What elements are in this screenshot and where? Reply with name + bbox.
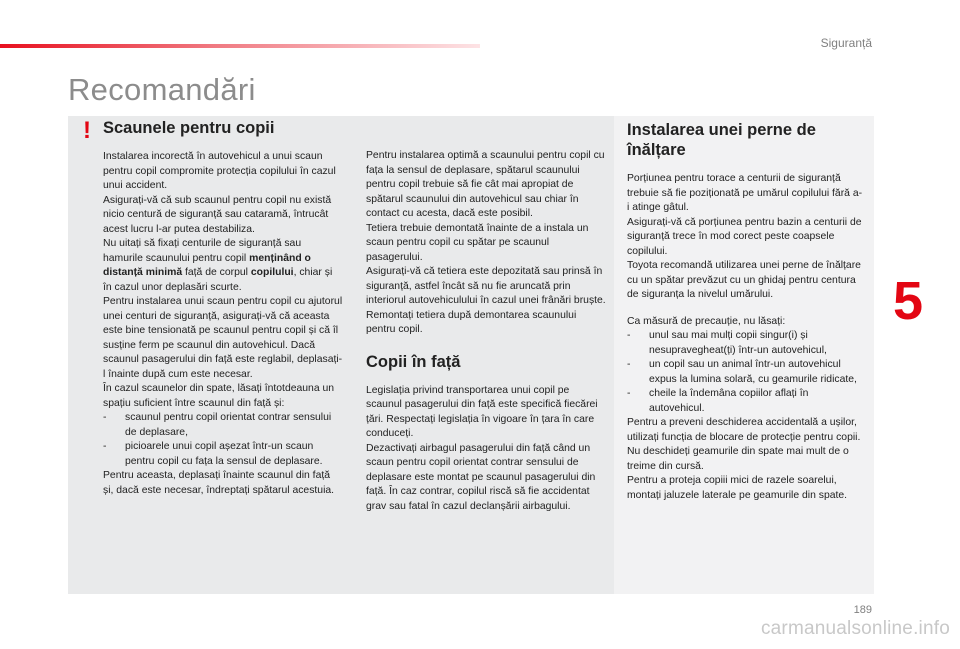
page-title: Recomandări — [68, 72, 256, 107]
paragraph: Instalarea incorectă în autovehicul a unui scaun pentru copil compromite protecția copilului în cazul unui accident. — [103, 151, 336, 191]
chapter-number: 5 — [893, 271, 924, 331]
list-item: - picioarele unui copil așezat într-un scaun pentru copil cu fața la sensul de deplasare. — [103, 441, 323, 467]
paragraph: Pentru aceasta, deplasați înainte scaunul din față și, dacă este necesar, îndreptați spătarul acestuia. — [103, 470, 335, 496]
paragraph: Nu uitați să fixați centurile de siguranță sau hamurile scaunului pentru copil menținând o distanță minimă față de corpul copilului, chiar și în cazul unor deplasări scurte. — [103, 238, 333, 293]
column-child-seats-continued — [366, 149, 606, 514]
paragraph: Toyota recomandă utilizarea unei perne de înălțare cu un spătar prevăzut cu un ghidaj pentru centura de siguranța la nivelul umărului. — [627, 260, 861, 300]
list-item: - scaunul pentru copil orientat contrar sensului de deplasare, — [103, 412, 332, 438]
paragraph: Asigurați-vă că tetiera este depozitată sau prinsă în siguranță, astfel încât să nu fie aruncată prin interiorul autovehiculului în cazul unei frânări bruște. — [366, 266, 606, 306]
paragraph: Pentru instalarea optimă a scaunului pentru copil cu fața la sensul de deplasare, spătarul scaunului pentru copil trebuie să fie cât mai apropiat de spătarul scaunului din autovehicul sau chiar în contact cu acesta, dacă este posibil. — [366, 150, 605, 219]
paragraph: Asigurați-vă că sub scaunul pentru copil nu există nicio centură de siguranță sau cataramă, întrucât acest lucru l-ar putea destabiliza. — [103, 194, 332, 235]
section-heading-front-children: Copii în față — [366, 352, 461, 371]
paragraph: Pentru a preveni deschiderea accidentală a ușilor, utilizați funcția de blocare de protecție pentru copii. — [627, 417, 861, 443]
paragraph: În cazul scaunelor din spate, lăsați întotdeauna un spațiu suficient între scaunul din față și: — [103, 383, 335, 409]
paragraph: Tetiera trebuie demontată înainte de a instala un scaun pentru copil cu spătar pe scaunul pasagerului. — [366, 222, 589, 263]
column-body — [627, 172, 863, 503]
section-heading-child-seats: Scaunele pentru copii — [103, 119, 275, 137]
watermark: carmanualsonline.info — [760, 618, 950, 639]
list-item: - cheile la îndemâna copiilor aflați în autovehicul. — [627, 388, 809, 414]
paragraph: Pentru instalarea unui scaun pentru copil cu ajutorul unei centuri de siguranță, asigurați-vă că aceasta este bine tensionată pe scaunul pentru copil și că îl susține ferm pe scaunul din autovehicul. Dacă scaunul pasagerului din față este reglabil, deplasați-l înainte după cum este necesar. — [103, 296, 343, 380]
paragraph: Dezactivați airbagul pasagerului din față când un scaun pentru copil orientat contrar sensului de deplasare este montat pe scaunul pasagerului din față. În caz contrar, copilul riscă să fie accidentat grav sau fatal în cazul declanșării airbagului. — [366, 442, 596, 512]
column-booster-cushion — [627, 120, 863, 503]
paragraph: Ca măsură de precauție, nu lăsați: — [627, 315, 786, 327]
paragraph: Asigurați-vă că porțiunea pentru bazin a centurii de siguranță trece în mod corect peste coapsele copilului. — [627, 216, 862, 257]
column-child-seats — [103, 118, 343, 498]
column-body — [366, 149, 606, 338]
list-item: - unul sau mai mulți copii singur(i) și nesupravegheat(ți) într-un autovehicul, — [627, 330, 827, 356]
section-heading-booster-cushion: Instalarea unei perne de înălțare — [627, 121, 816, 159]
paragraph: Remontați tetiera după demontarea scaunului pentru copil. — [366, 309, 577, 335]
paragraph: Legislația privind transportarea unui copil pe scaunul pasagerului din față este specifică fiecărei țări. Respectați legislația în vigoare în țara în care conduceți. — [366, 384, 598, 439]
page-number: 189 — [853, 604, 872, 616]
header-accent-bar — [0, 44, 480, 48]
paragraph: Porțiunea pentru torace a centurii de siguranță trebuie să fie poziționată pe umărul copilului fără a-i atinge gâtul. — [627, 173, 863, 213]
section-header: Siguranță — [820, 36, 872, 50]
column-body — [103, 150, 343, 498]
paragraph: Nu deschideți geamurile din spate mai mult de o treime din cursă. — [627, 446, 849, 472]
column-body — [366, 384, 606, 515]
paragraph: Pentru a proteja copiii mici de razele soarelui, montați jaluzele laterale pe geamurile din spate. — [627, 475, 848, 501]
warning-icon: ! — [83, 117, 91, 144]
list-item: - un copil sau un animal într-un autovehicul expus la lumina solară, cu geamurile ridicate, — [627, 359, 857, 385]
